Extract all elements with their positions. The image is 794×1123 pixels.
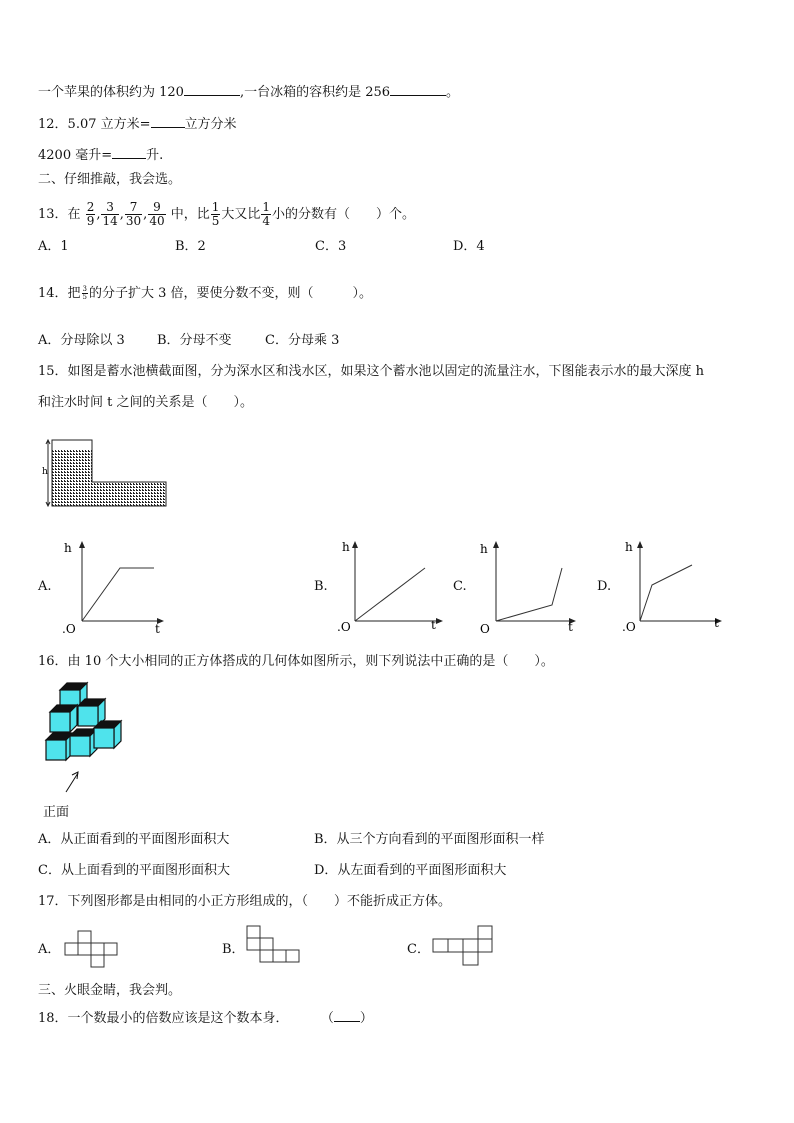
q15-graph-d[interactable] (620, 535, 730, 635)
q12-text-d: 升. (146, 148, 164, 163)
fraction: $\frac{7}{30}$ (125, 200, 142, 228)
fraction: $\frac{2}{9}$ (86, 200, 95, 228)
q12-text-a: 12．5.07 立方米= (38, 117, 151, 132)
q15-option-b-label[interactable]: B. (314, 579, 328, 594)
depth-label: h (42, 467, 48, 477)
q15-graph-c[interactable] (476, 535, 581, 635)
q15-option-c-label[interactable]: C. (453, 579, 467, 594)
origin-label: .O (62, 622, 76, 635)
q18-paren-close: ） (359, 1011, 373, 1026)
fraction: $\frac{1}{5}$ (211, 200, 220, 228)
q15-graph-a[interactable] (60, 535, 170, 635)
q14-option-a[interactable]: A．分母除以 3 (38, 333, 125, 348)
graph-line (640, 565, 692, 621)
fraction: $\frac{1}{4}$ (262, 200, 271, 228)
origin-label: .O (622, 620, 636, 634)
front-view-label: 正面 (43, 805, 70, 820)
front-arrow (66, 773, 78, 792)
cube (94, 721, 121, 748)
q13-mid1: 中，比 (170, 207, 210, 222)
q18-text: 18．一个数最小的倍数应该是这个数本身． (38, 1011, 289, 1026)
q13-pre: 13．在 (38, 207, 81, 222)
q15-option-d-label[interactable]: D. (597, 579, 612, 594)
q18-answer-blank[interactable] (334, 1008, 360, 1022)
q13-option-a[interactable]: A．1 (38, 239, 69, 254)
cube-stack (46, 683, 121, 760)
axis-t-label: t (155, 622, 160, 635)
graph-line (82, 568, 154, 621)
fridge-text: ,一台冰箱的容积约是 256 (239, 85, 391, 100)
cube (46, 733, 73, 760)
q14-option-c[interactable]: C．分母乘 3 (265, 333, 340, 348)
blank-1[interactable] (184, 82, 240, 96)
q16-option-d[interactable]: D．从左面看到的平面图形面积大 (314, 863, 507, 878)
q16-option-c[interactable]: C．从上面看到的平面图形面积大 (38, 863, 230, 878)
q12-blank-1[interactable] (151, 114, 185, 128)
q15-question-line1: 15．如图是蓄水池横截面图，分为深水区和浅水区，如果这个蓄水池以固定的流量注水，下图能表示水的最大深度 h (38, 364, 705, 379)
axis-h-label: h (480, 542, 488, 556)
q18-paren-open: （ (320, 1011, 334, 1026)
axis-t-label: t (714, 616, 719, 630)
q14-option-b[interactable]: B．分母不变 (157, 333, 232, 348)
section-heading-choice: 二、仔细推敲，我会选。 (38, 172, 182, 187)
apple-text: 一个苹果的体积约为 120 (38, 85, 184, 100)
deep-water-area (52, 450, 92, 506)
q13-post: 小的分数有（ ）个。 (272, 207, 416, 222)
cube (50, 705, 77, 732)
shallow-water-area (92, 482, 166, 506)
q16-option-b[interactable]: B．从三个方向看到的平面图形面积一样 (314, 832, 545, 847)
q14-post: 的分子扩大 3 倍，要使分数不变，则（ ）。 (89, 286, 373, 301)
axis-t-label: t (431, 618, 436, 632)
axis-h-label: h (625, 540, 633, 554)
q13-option-d[interactable]: D．4 (453, 239, 485, 254)
q17-option-c-label[interactable]: C． (407, 942, 430, 957)
blank-2[interactable] (390, 82, 446, 96)
graph-line (496, 568, 562, 621)
q17-net-a[interactable] (64, 930, 118, 970)
q17-option-b-label[interactable]: B． (222, 942, 245, 957)
graph-line (355, 568, 425, 621)
q12-line2 (38, 145, 163, 165)
q13-mid2: 大又比 (221, 207, 261, 222)
q18-question (38, 1008, 373, 1028)
q14-pre: 14．把 (38, 286, 81, 301)
cube-stack-diagram (38, 680, 138, 800)
q13-question: 13．在 $\frac{2}{9}$ , $\frac{3}{14}$ , $\frac{7}{30}$ , $\frac{9}{40}$ 中，比 $\frac{1}{5}$ 大又比 $\frac{1}{4}$ 小的分数有（ ）个。 (38, 200, 416, 228)
cube (70, 729, 97, 756)
q15-graph-b[interactable] (335, 535, 450, 635)
q17-option-a-label[interactable]: A． (38, 942, 61, 957)
axis-h-label: h (64, 541, 72, 555)
q12-text-b: 立方分米 (184, 117, 237, 132)
origin-label: .O (337, 620, 351, 634)
axis-t-label: t (568, 620, 573, 634)
q12-text-c: 4200 毫升= (38, 148, 113, 163)
fraction: $\frac{3}{5}$ (82, 285, 88, 301)
q15-option-a-label[interactable]: A. (38, 579, 52, 594)
fill-blank-apple-line (38, 82, 459, 102)
q12-blank-2[interactable] (112, 145, 146, 159)
q17-net-b[interactable] (246, 925, 300, 967)
q15-question-line2: 和注水时间 t 之间的关系是（ ）。 (38, 395, 253, 410)
period: 。 (446, 85, 460, 100)
q12-line1 (38, 114, 237, 134)
pool-cross-section-diagram (40, 436, 170, 510)
q13-option-b[interactable]: B．2 (175, 239, 206, 254)
section-heading-judge: 三、火眼金睛，我会判。 (38, 983, 182, 998)
fraction: $\frac{9}{40}$ (149, 200, 165, 228)
q14-question (38, 285, 372, 303)
origin-label: O (480, 622, 490, 635)
q16-option-a[interactable]: A．从正面看到的平面图形面积大 (38, 832, 230, 847)
q13-option-c[interactable]: C．3 (315, 239, 347, 254)
q17-question: 17．下列图形都是由相同的小正方形组成的，（ ）不能折成正方体。 (38, 894, 452, 909)
fraction: $\frac{3}{14}$ (102, 200, 118, 228)
axis-h-label: h (342, 540, 350, 554)
q16-question: 16．由 10 个大小相同的正方体搭成的几何体如图所示，则下列说法中正确的是（ ）。 (38, 654, 554, 669)
q17-net-c[interactable] (432, 925, 494, 969)
